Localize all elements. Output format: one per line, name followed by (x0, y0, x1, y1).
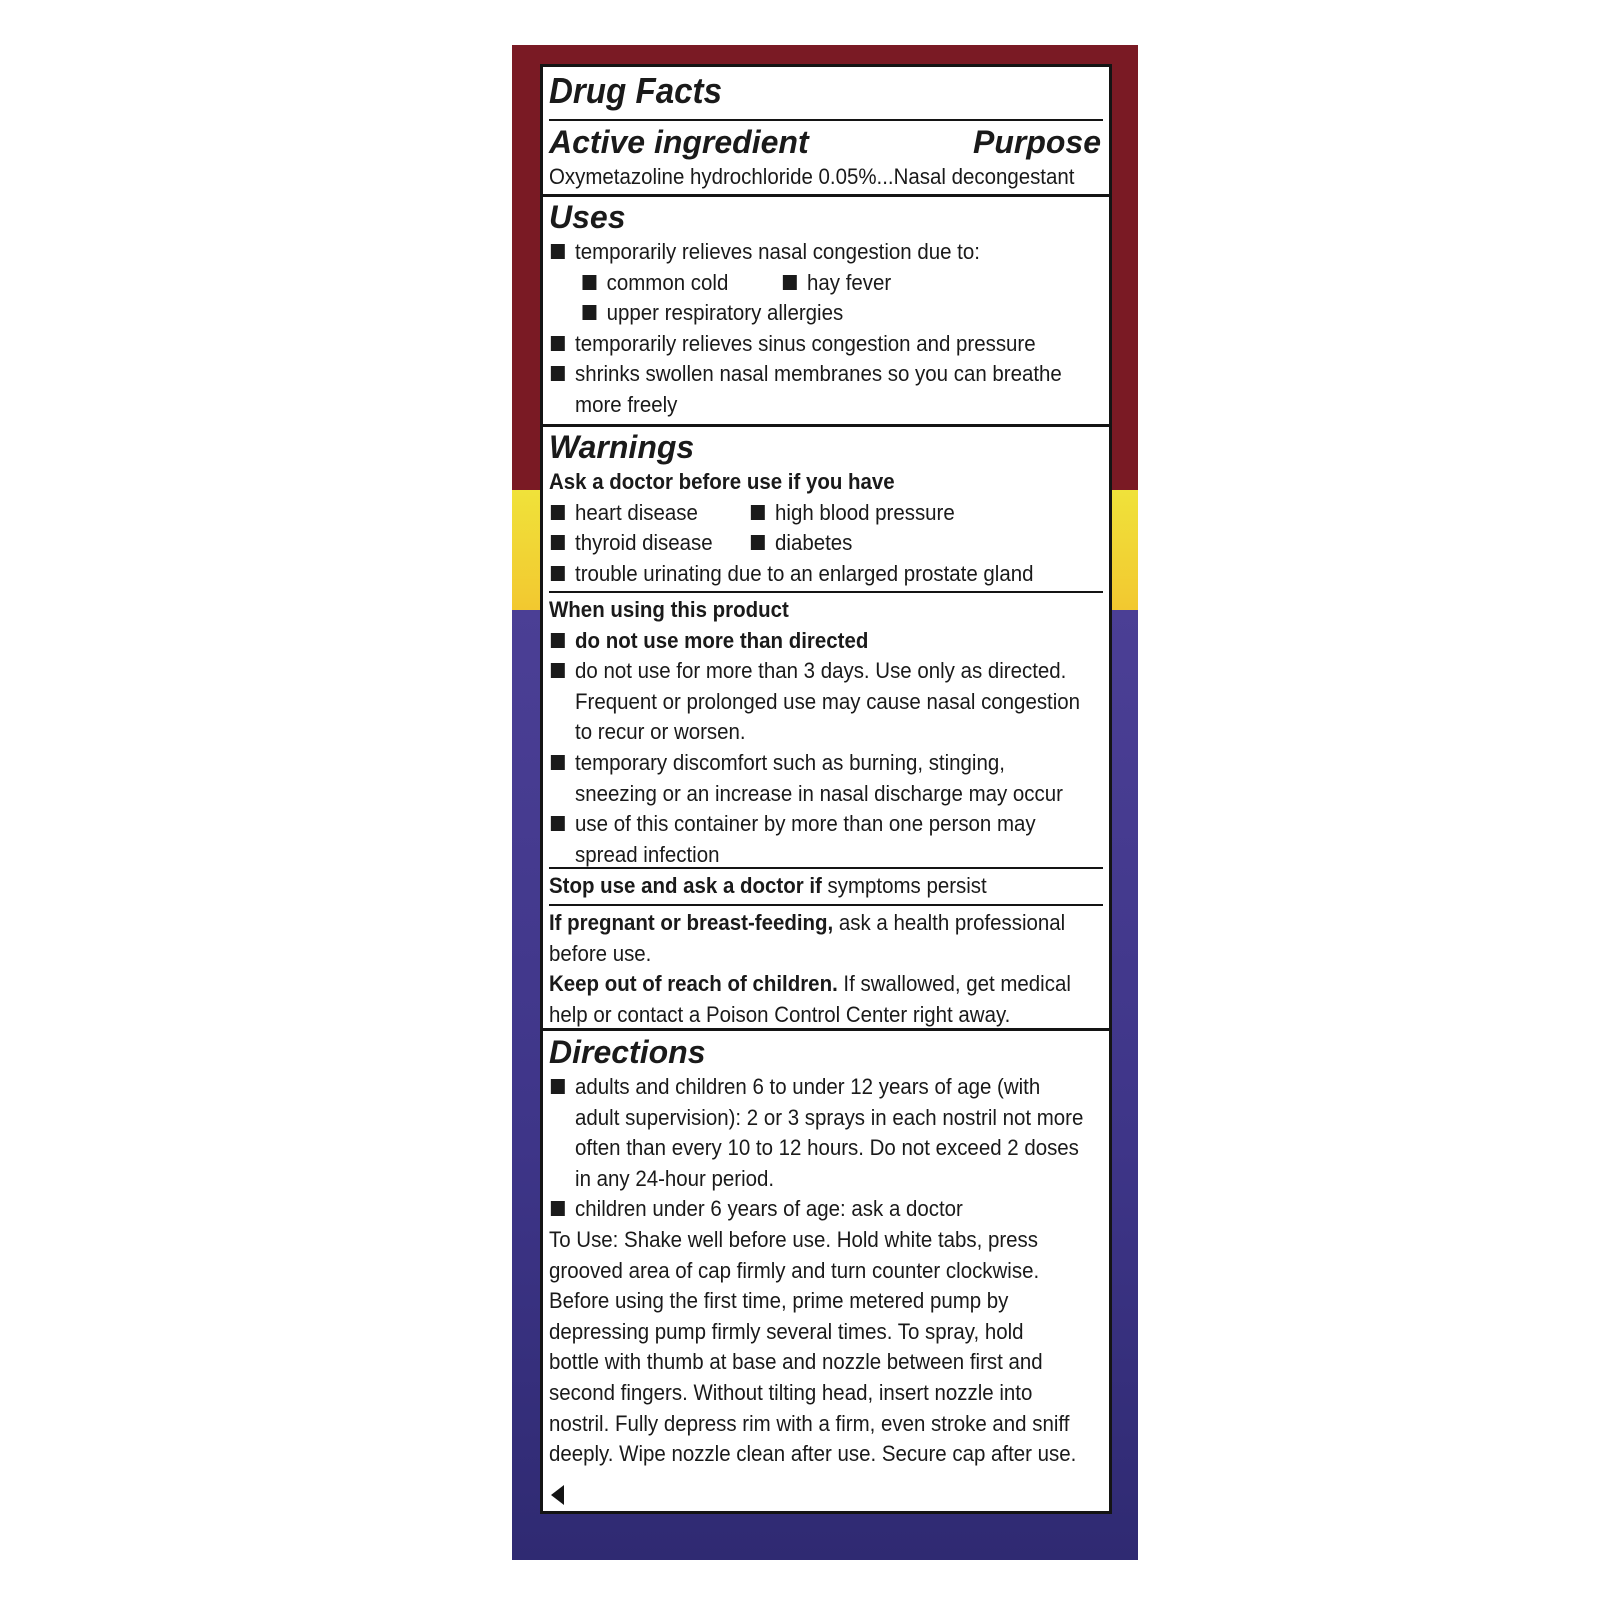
divider (549, 119, 1103, 121)
drug-facts-panel (540, 64, 1112, 1514)
list-item: common cold (549, 268, 765, 299)
uses-heading: Uses (549, 199, 626, 235)
list-item: children under 6 years of age: ask a doctor (549, 1194, 1064, 1225)
stop-use-section (549, 871, 1103, 902)
list-item-continuation: in any 24-hour period. (575, 1165, 775, 1191)
list-item-continuation: sneezing or an increase in nasal discharge may occur (575, 780, 1063, 806)
directions-heading: Directions (549, 1034, 706, 1070)
bullet-square-icon (551, 244, 565, 259)
list-item: upper respiratory allergies (549, 298, 1064, 329)
stop-use-line: Stop use and ask a doctor if symptoms persist (549, 873, 987, 898)
to-use-line: bottle with thumb at base and nozzle between first and (549, 1349, 1043, 1375)
to-use-line: second fingers. Without tilting head, insert nozzle into (549, 1379, 1033, 1405)
list-item: thyroid disease (549, 528, 735, 559)
list-item: shrinks swollen nasal membranes so you can breathe (549, 359, 1064, 390)
list-item: high blood pressure (749, 498, 955, 529)
warnings-section (549, 427, 1103, 589)
bullet-square-icon (751, 505, 765, 520)
bullet-square-icon (751, 535, 765, 550)
drug-facts-title-section (549, 69, 1103, 113)
bullet-square-icon (582, 275, 596, 290)
bullet-square-icon (551, 816, 565, 831)
bullet-square-icon (551, 566, 565, 581)
list-item: hay fever (781, 268, 891, 299)
bullet-square-icon (551, 1201, 565, 1216)
list-item-continuation: more freely (575, 391, 678, 417)
drug-facts-title: Drug Facts (549, 70, 723, 111)
list-item: heart disease (549, 498, 735, 529)
bullet-square-icon (551, 755, 565, 770)
bullet-square-icon (551, 366, 565, 381)
list-item-continuation: spread infection (575, 841, 720, 867)
warnings-heading: Warnings (549, 429, 695, 465)
pregnant-section (549, 908, 1103, 1030)
pregnant-line: If pregnant or breast-feeding, ask a health professional (549, 910, 1066, 935)
list-item: diabetes (749, 528, 852, 559)
uses-section (549, 197, 1103, 421)
bullet-square-icon (551, 505, 565, 520)
list-item: do not use for more than 3 days. Use only as directed. (549, 656, 1064, 687)
to-use-line: nostril. Fully depress rim with a firm, even stroke and sniff (549, 1410, 1070, 1436)
bullet-square-icon (551, 535, 565, 550)
continue-arrow-icon (551, 1485, 564, 1505)
bullet-square-icon (551, 663, 565, 678)
list-item: temporarily relieves nasal congestion due to: (549, 237, 1064, 268)
active-ingredient-heading: Active ingredient (549, 124, 809, 160)
purpose-heading: Purpose (972, 124, 1101, 160)
list-item-continuation: to recur or worsen. (575, 719, 746, 745)
section-divider (543, 1028, 1109, 1031)
to-use-line: grooved area of cap firmly and turn counter clockwise. (549, 1257, 1040, 1283)
bullet-square-icon (582, 305, 596, 320)
active-ingredient-section (549, 122, 1103, 193)
list-item: use of this container by more than one person may (549, 809, 1064, 840)
to-use-line: deeply. Wipe nozzle clean after use. Secure cap after use. (549, 1441, 1077, 1467)
when-using-heading: When using this product (549, 597, 789, 622)
pregnant-line-continuation: before use. (549, 940, 652, 966)
bullet-square-icon (551, 1079, 565, 1094)
keep-out-line: Keep out of reach of children. If swallowed, get medical (549, 971, 1071, 997)
keep-out-line-continuation: help or contact a Poison Control Center right away. (549, 1001, 1011, 1027)
to-use-line: depressing pump firmly several times. To spray, hold (549, 1318, 1024, 1344)
bullet-square-icon (783, 275, 797, 290)
list-item: do not use more than directed (549, 626, 1064, 657)
list-item: adults and children 6 to under 12 years of age (with (549, 1072, 1064, 1103)
list-item: temporarily relieves sinus congestion and pressure (549, 329, 1064, 360)
when-using-section (549, 595, 1103, 870)
to-use-line: Before using the first time, prime metered pump by (549, 1288, 1009, 1314)
divider (549, 904, 1103, 906)
active-ingredient-line: Oxymetazoline hydrochloride 0.05%...Nasal decongestant (549, 164, 1075, 189)
ask-doctor-heading: Ask a doctor before use if you have (549, 469, 895, 494)
list-item-continuation: adult supervision): 2 or 3 sprays in each nostril not more (575, 1104, 1084, 1130)
list-item: trouble urinating due to an enlarged prostate gland (549, 559, 1064, 590)
list-item-continuation: Frequent or prolonged use may cause nasal congestion (575, 688, 1081, 714)
bullet-square-icon (551, 336, 565, 351)
list-item: temporary discomfort such as burning, stinging, (549, 748, 1064, 779)
divider (549, 591, 1103, 593)
bullet-square-icon (551, 633, 565, 648)
to-use-line: To Use: Shake well before use. Hold white tabs, press (549, 1226, 1039, 1252)
list-item-continuation: often than every 10 to 12 hours. Do not exceed 2 doses (575, 1135, 1079, 1161)
directions-section (549, 1032, 1103, 1470)
divider (549, 867, 1103, 869)
